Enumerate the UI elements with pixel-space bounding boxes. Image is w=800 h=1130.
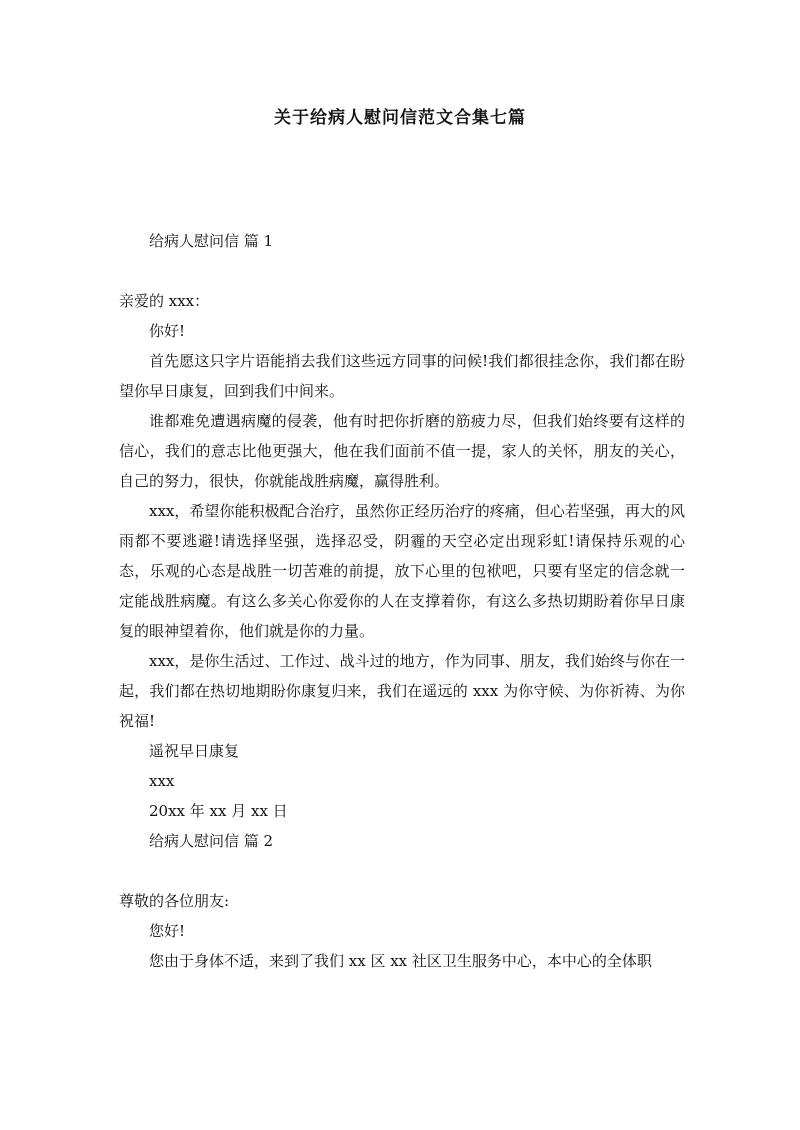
paragraph-2-1: 您由于身体不适，来到了我们 xx 区 xx 社区卫生服务中心，本中心的全体职 (149, 952, 652, 970)
greeting-2: 您好! (149, 922, 186, 940)
signature-1: xxx (149, 772, 175, 790)
document-title: 关于给病人慰问信范文合集七篇 (274, 108, 526, 128)
closing-1: 遥祝早日康复 (149, 742, 240, 760)
paragraph-1-3: xxx，希望你能积极配合治疗，虽然你正经历治疗的疼痛，但心若坚强，再大的风雨都不要逃避!请选择坚强，选择忍受，阴霾的天空必定出现彩虹!请保持乐观的心态，乐观的心态是战胜一切苦难的前提，放下心里的包袱吧，只要有坚定的信念就一定能战胜病魔。有这么多关心你爱你的人在支撑着你，有这么多热切期盼着你早日康复的眼神望着你，他们就是你的力量。 (119, 502, 685, 640)
paragraph-1-2: 谁都难免遭遇病魔的侵袭，他有时把你折磨的筋疲力尽，但我们始终要有这样的信心，我们的意志比他更强大，他在我们面前不值一提，家人的关怀，朋友的关心，自己的努力，很快，你就能战胜病魔，赢得胜利。 (119, 412, 685, 490)
salutation-1: 亲爱的 xxx： (119, 292, 210, 310)
salutation-2: 尊敬的各位朋友: (119, 892, 230, 910)
section-heading-1: 给病人慰问信 篇 1 (149, 232, 274, 250)
paragraph-1-4: xxx，是你生活过、工作过、战斗过的地方，作为同事、朋友，我们始终与你在一起，我们都在热切地期盼你康复归来，我们在遥远的 xxx 为你守候、为你祈祷、为你祝福! (119, 652, 685, 730)
section-heading-2: 给病人慰问信 篇 2 (149, 832, 274, 850)
document-body (119, 226, 685, 976)
date-1: 20xx 年 xx 月 xx 日 (149, 802, 288, 820)
greeting-1: 你好! (149, 322, 186, 340)
paragraph-1-1: 首先愿这只字片语能捎去我们这些远方同事的问候!我们都很挂念你，我们都在盼望你早日康复，回到我们中间来。 (119, 352, 685, 400)
